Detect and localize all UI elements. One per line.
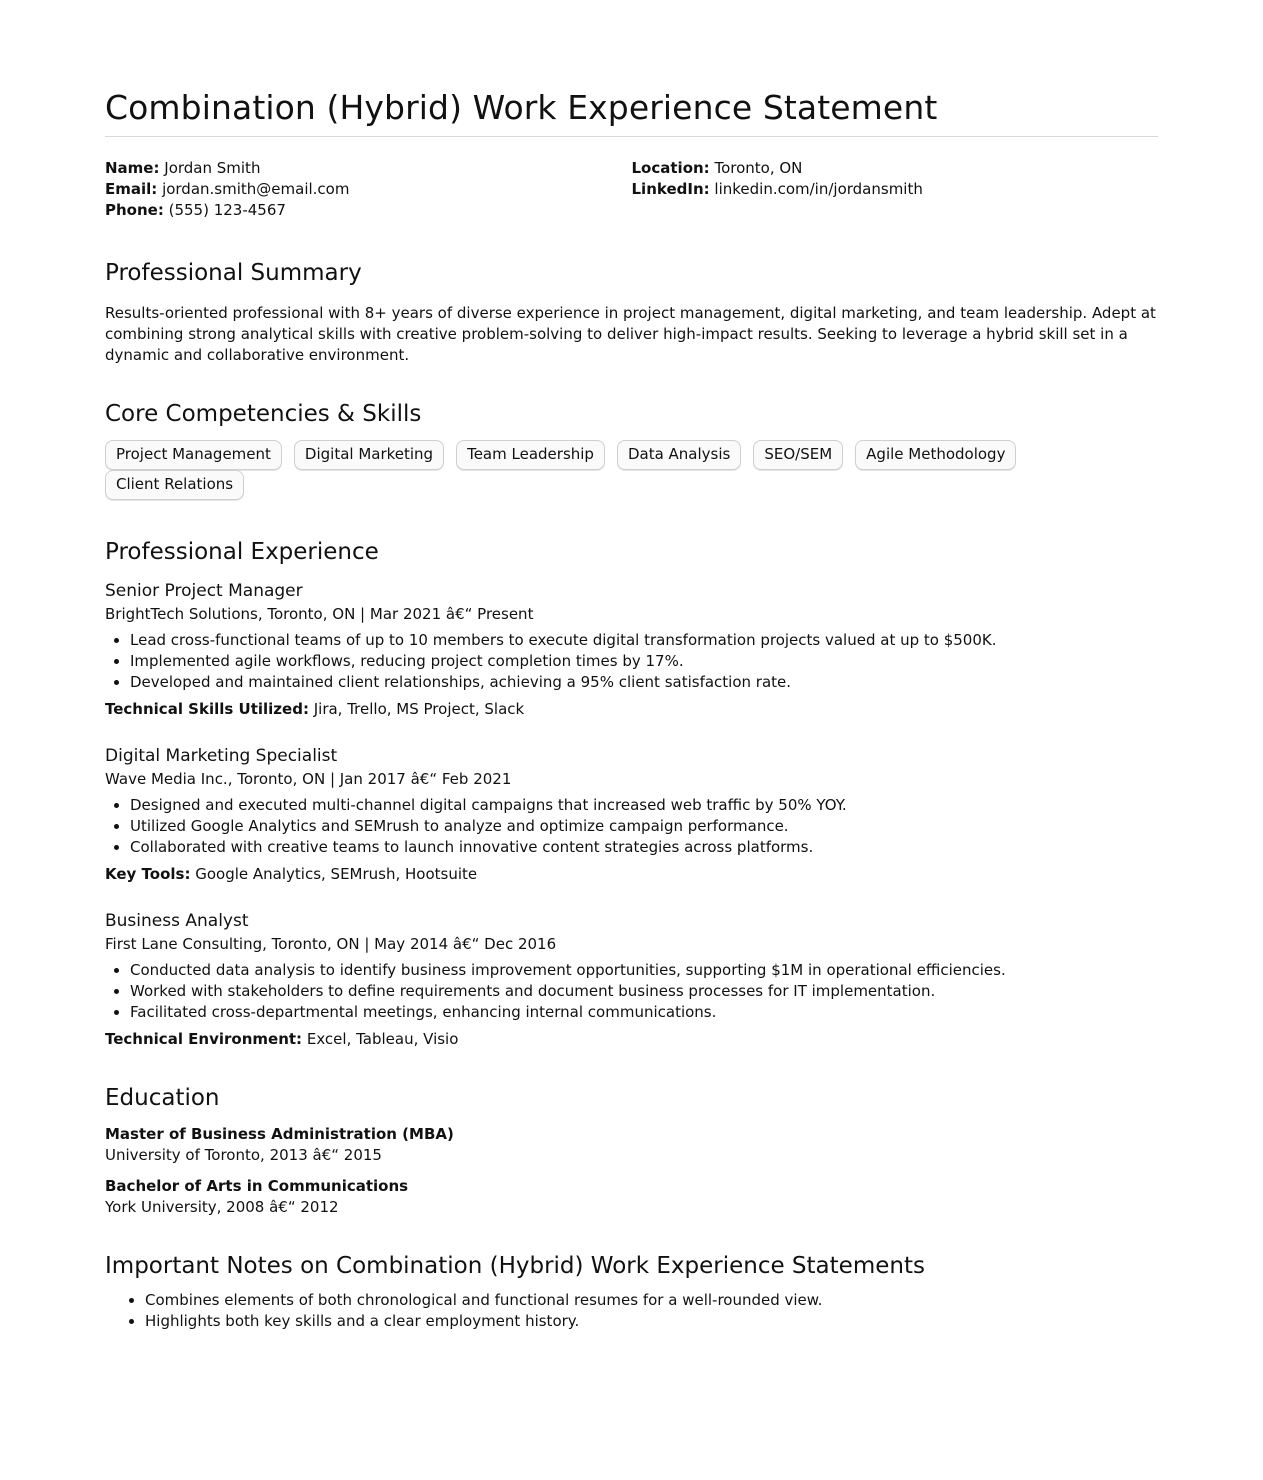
- skill-pill: Client Relations: [105, 470, 244, 500]
- contact-phone: [105, 200, 632, 221]
- job-tools: [105, 864, 1158, 885]
- list-item: • Implemented agile workflows, reducing project completion times by 17%.: [130, 651, 1158, 672]
- job-meta: First Lane Consulting, Toronto, ON | May 2014 â€“ Dec 2016: [105, 935, 557, 953]
- contact-email: [105, 179, 632, 200]
- location-label: Location:: [631, 159, 710, 177]
- list-item: • Developed and maintained client relationships, achieving a 95% client satisfaction rate.: [130, 672, 1158, 693]
- page-title: Combination (Hybrid) Work Experience Statement: [105, 86, 1158, 137]
- skill-pill: Project Management: [105, 440, 282, 470]
- resume-page: [105, 0, 1158, 1332]
- location-value: Toronto, ON: [714, 159, 803, 177]
- skills-list: [105, 440, 1158, 500]
- skill-pill: Data Analysis: [617, 440, 741, 470]
- job-entry: [105, 744, 1158, 885]
- tools-label: Technical Skills Utilized:: [105, 700, 309, 718]
- job-tools: [105, 699, 1158, 720]
- name-label: Name:: [105, 159, 160, 177]
- tools-value: Jira, Trello, MS Project, Slack: [313, 700, 525, 718]
- job-bullets: [105, 960, 1158, 1023]
- job-title: Digital Marketing Specialist: [105, 746, 338, 766]
- list-item: • Worked with stakeholders to define requirements and document business processes for IT implementation.: [130, 981, 1158, 1002]
- job-tools: [105, 1029, 1158, 1050]
- degree-school: York University, 2008 â€“ 2012: [105, 1198, 339, 1216]
- notes-list: [105, 1290, 1158, 1332]
- contact-col-right: [632, 158, 1159, 221]
- skill-pill: Digital Marketing: [294, 440, 444, 470]
- contact-location: [632, 158, 1159, 179]
- job-meta: BrightTech Solutions, Toronto, ON | Mar 2021 â€“ Present: [105, 605, 534, 623]
- contact-info: [105, 158, 1158, 221]
- experience-heading: Professional Experience: [105, 539, 379, 565]
- contact-col-left: [105, 158, 632, 221]
- job-title: Senior Project Manager: [105, 581, 303, 601]
- job-title: Business Analyst: [105, 911, 249, 931]
- degree-title: Bachelor of Arts in Communications: [105, 1177, 409, 1195]
- phone-value: (555) 123-4567: [168, 201, 286, 219]
- list-item: • Combines elements of both chronological and functional resumes for a well-rounded view.: [145, 1290, 1158, 1311]
- list-item: • Highlights both key skills and a clear employment history.: [145, 1311, 1158, 1332]
- list-item: • Lead cross-functional teams of up to 10 members to execute digital transformation projects valued at up to $500K.: [130, 630, 1158, 651]
- notes-section: [105, 1290, 1158, 1332]
- job-entry: [105, 909, 1158, 1050]
- skill-pill: Team Leadership: [456, 440, 605, 470]
- list-item: • Collaborated with creative teams to launch innovative content strategies across platforms.: [130, 837, 1158, 858]
- linkedin-value: linkedin.com/in/jordansmith: [714, 180, 923, 198]
- contact-linkedin: [632, 179, 1159, 200]
- degree-title: Master of Business Administration (MBA): [105, 1125, 454, 1143]
- job-bullets: [105, 795, 1158, 858]
- phone-label: Phone:: [105, 201, 164, 219]
- linkedin-label: LinkedIn:: [631, 180, 710, 198]
- degree-school: University of Toronto, 2013 â€“ 2015: [105, 1146, 382, 1164]
- tools-value: Google Analytics, SEMrush, Hootsuite: [195, 865, 478, 883]
- skills-heading: Core Competencies & Skills: [105, 401, 422, 427]
- tools-value: Excel, Tableau, Visio: [306, 1030, 459, 1048]
- contact-name: [105, 158, 632, 179]
- skill-pill: Agile Methodology: [855, 440, 1016, 470]
- summary-text: Results-oriented professional with 8+ years of diverse experience in project management, digital marketing, and team leadership. Adept at combining strong analytical skills with creative problem-solving to deliver high-impact results. Seeking to leverage a hybrid skill set in a dynamic and collaborative environment.: [105, 304, 1156, 364]
- email-label: Email:: [105, 180, 158, 198]
- list-item: • Designed and executed multi-channel digital campaigns that increased web traffic by 50% YOY.: [130, 795, 1158, 816]
- job-bullets: [105, 630, 1158, 693]
- list-item: • Utilized Google Analytics and SEMrush to analyze and optimize campaign performance.: [130, 816, 1158, 837]
- list-item: • Conducted data analysis to identify business improvement opportunities, supporting $1M in operational efficiencies.: [130, 960, 1158, 981]
- tools-label: Technical Environment:: [105, 1030, 303, 1048]
- degree-entry: [105, 1124, 1158, 1166]
- name-value: Jordan Smith: [164, 159, 261, 177]
- summary-heading: Professional Summary: [105, 260, 362, 286]
- education-heading: Education: [105, 1085, 220, 1111]
- skill-pill: SEO/SEM: [753, 440, 843, 470]
- notes-heading: Important Notes on Combination (Hybrid) Work Experience Statements: [105, 1253, 925, 1279]
- list-item: • Facilitated cross-departmental meetings, enhancing internal communications.: [130, 1002, 1158, 1023]
- tools-label: Key Tools:: [105, 865, 191, 883]
- degree-entry: [105, 1176, 1158, 1218]
- job-entry: [105, 579, 1158, 720]
- job-meta: Wave Media Inc., Toronto, ON | Jan 2017 â€“ Feb 2021: [105, 770, 512, 788]
- email-value: jordan.smith@email.com: [162, 180, 350, 198]
